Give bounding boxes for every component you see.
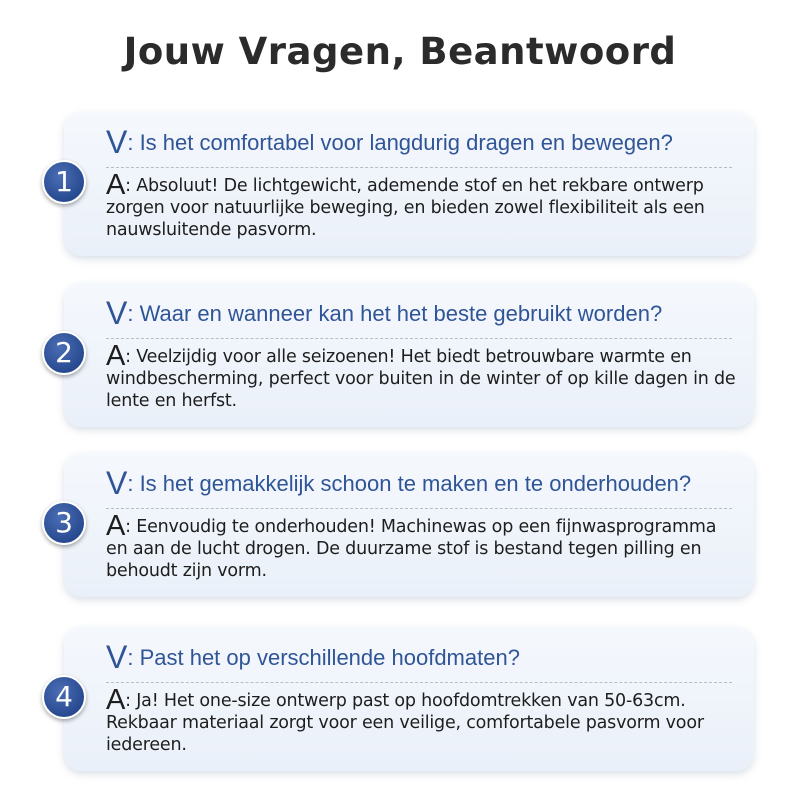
answer-text: : Veelzijdig voor alle seizoenen! Het biedt betrouwbare warmte en windbescherming, perfect voor buiten in de winter of op kille dagen in de lente en herfst. xyxy=(106,347,736,411)
question-prefix: V xyxy=(106,295,128,331)
divider xyxy=(106,338,732,339)
divider xyxy=(106,508,732,509)
faq-answer xyxy=(106,684,736,756)
faq-card-4 xyxy=(64,627,754,771)
question-text: : Waar en wanneer kan het het beste gebruikt worden? xyxy=(127,301,663,326)
number-badge-4: 4 xyxy=(42,675,86,719)
faq-answer xyxy=(106,510,736,582)
faq-question xyxy=(106,465,746,502)
divider xyxy=(106,682,732,683)
faq-question xyxy=(106,295,746,332)
question-text: : Is het comfortabel voor langdurig dragen en bewegen? xyxy=(127,130,673,155)
answer-prefix: A xyxy=(106,169,126,201)
faq-answer xyxy=(106,340,736,412)
question-prefix: V xyxy=(106,465,128,501)
answer-prefix: A xyxy=(106,684,126,716)
question-prefix: V xyxy=(106,124,128,160)
page-title: Jouw Vragen, Beantwoord xyxy=(123,30,677,73)
answer-prefix: A xyxy=(106,340,126,372)
faq-card-2 xyxy=(64,283,754,427)
number-badge-3: 3 xyxy=(42,501,86,545)
question-text: : Is het gemakkelijk schoon te maken en te onderhouden? xyxy=(127,471,692,496)
question-text: : Past het op verschillende hoofdmaten? xyxy=(127,645,520,670)
number-badge-1: 1 xyxy=(42,160,86,204)
answer-text: : Ja! Het one-size ontwerp past op hoofdomtrekken van 50-63cm. Rekbaar materiaal zorgt voor een veilige, comfortabele pasvorm voor iedereen. xyxy=(106,691,704,755)
answer-text: : Eenvoudig te onderhouden! Machinewas op een fijnwasprogramma en aan de lucht drogen. De duurzame stof is bestand tegen pilling en behoudt zijn vorm. xyxy=(106,517,717,581)
faq-card-1 xyxy=(64,112,754,256)
answer-prefix: A xyxy=(106,510,126,542)
faq-question xyxy=(106,124,746,161)
number-badge-2: 2 xyxy=(42,331,86,375)
divider xyxy=(106,167,732,168)
faq-answer xyxy=(106,169,736,241)
faq-question xyxy=(106,639,746,676)
faq-card-3 xyxy=(64,453,754,597)
answer-text: : Absoluut! De lichtgewicht, ademende stof en het rekbare ontwerp zorgen voor natuurlijke beweging, en bieden zowel flexibiliteit als een nauwsluitende pasvorm. xyxy=(106,176,705,240)
question-prefix: V xyxy=(106,639,128,675)
